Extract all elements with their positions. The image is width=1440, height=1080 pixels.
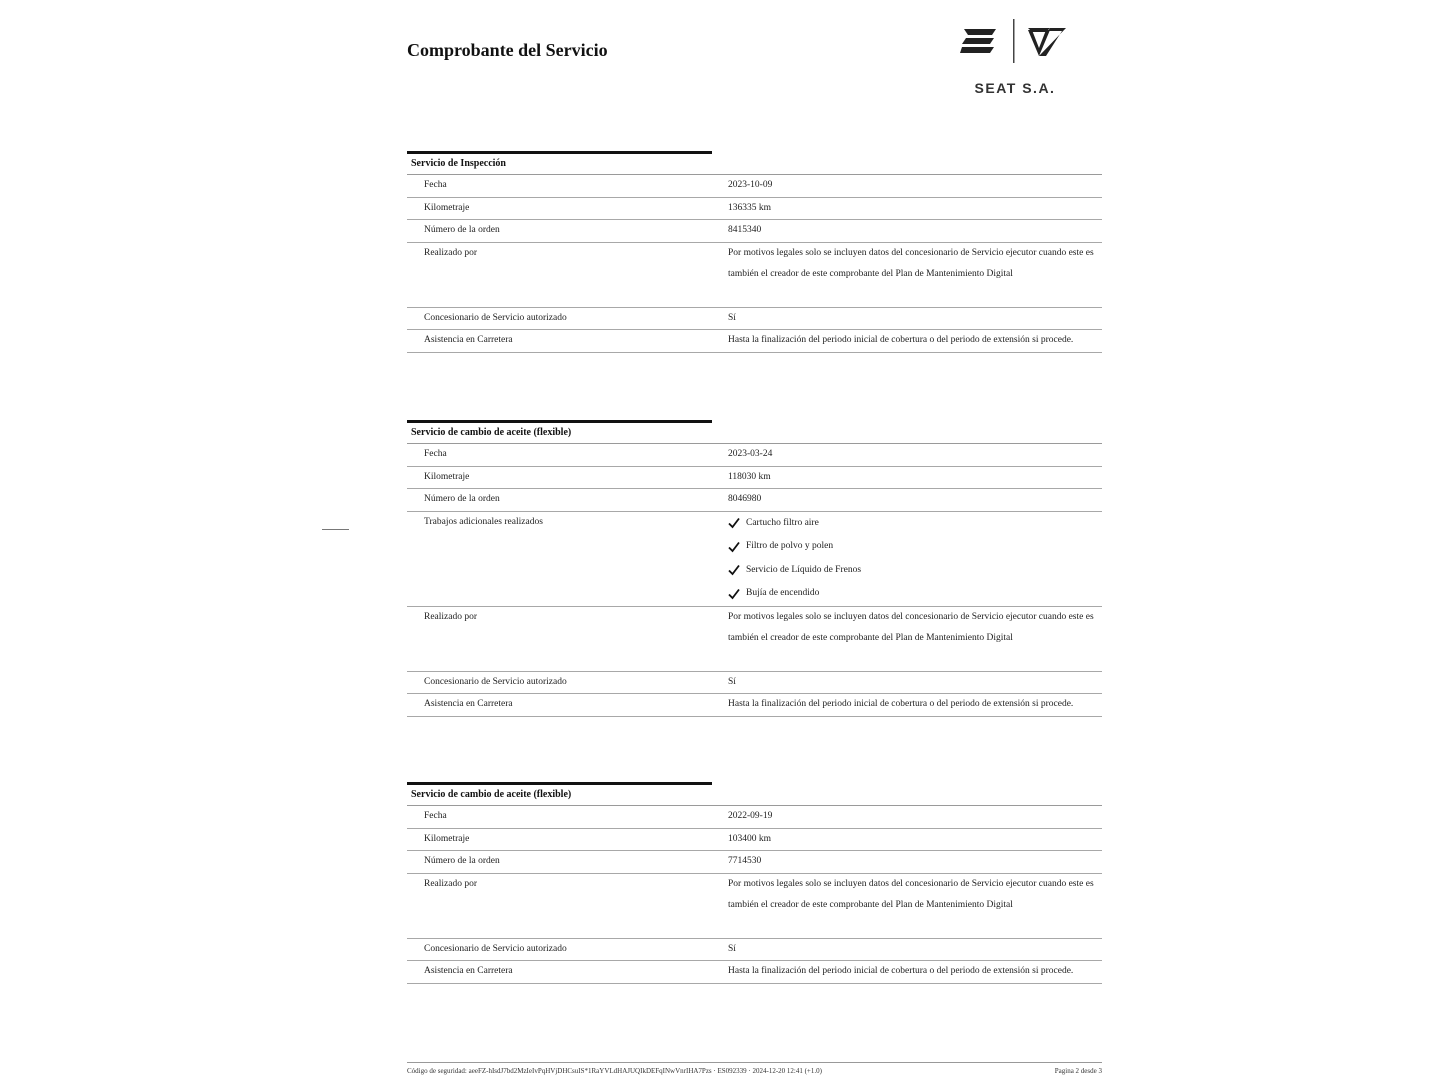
field-label: Asistencia en Carretera	[424, 966, 513, 976]
field-value: Sí	[728, 312, 736, 323]
checklist-item	[728, 512, 1096, 536]
field-row	[407, 672, 1102, 695]
page-footer	[407, 1062, 1102, 1075]
field-row	[407, 694, 1102, 717]
field-value: 103400 km	[728, 833, 772, 844]
checklist-item	[728, 559, 1096, 583]
field-label: Kilometraje	[424, 471, 470, 482]
checklist-item-label: Bujía de encendido	[746, 588, 820, 598]
field-row	[407, 489, 1102, 512]
field-value: Por motivos legales solo se incluyen datos del concesionario de Servicio ejecutor cuando este es también el creador de este comprobante del Plan de Mantenimiento Digital	[728, 611, 1094, 643]
service-section	[407, 151, 1102, 353]
section-title: Servicio de cambio de aceite (flexible)	[407, 423, 1102, 444]
field-row	[407, 308, 1102, 331]
checklist-item	[728, 535, 1096, 559]
field-label: Realizado por	[424, 611, 478, 622]
field-value: Hasta la finalización del periodo inicial de cobertura o del periodo de extensión si procede.	[728, 699, 1074, 709]
field-row	[407, 243, 1102, 308]
field-row	[407, 939, 1102, 962]
section-title: Servicio de Inspección	[407, 154, 1102, 175]
field-value: Sí	[728, 943, 736, 954]
check-icon	[728, 564, 740, 576]
field-value: Hasta la finalización del periodo inicial de cobertura o del periodo de extensión si procede.	[728, 335, 1074, 345]
field-row	[407, 874, 1102, 939]
checklist-item-label: Cartucho filtro aire	[746, 517, 819, 528]
field-value: Sí	[728, 676, 736, 687]
field-label: Número de la orden	[424, 856, 500, 866]
field-value: Hasta la finalización del periodo inicial de cobertura o del periodo de extensión si procede.	[728, 966, 1074, 976]
field-value: Por motivos legales solo se incluyen datos del concesionario de Servicio ejecutor cuando este es también el creador de este comprobante del Plan de Mantenimiento Digital	[728, 247, 1094, 279]
checklist-item-label: Filtro de polvo y polen	[746, 541, 834, 551]
field-row	[407, 330, 1102, 353]
field-label: Asistencia en Carretera	[424, 335, 513, 345]
field-value: 8046980	[728, 494, 762, 504]
field-label: Fecha	[424, 811, 447, 821]
field-value: 8415340	[728, 225, 762, 235]
security-code: Código de seguridad: aeeFZ-hIsdJ7bd2MzIeIvPqHVjDHCsuIS*1RaYVLdHAJUQIkDEFqINwVnrIHA7Pzs · ES092339 · 2024-12-20 12:41 (+1.0)	[407, 1067, 822, 1075]
field-label: Concesionario de Servicio autorizado	[424, 676, 567, 687]
field-row	[407, 512, 1102, 607]
document-title: Comprobante del Servicio	[407, 40, 608, 60]
field-label: Concesionario de Servicio autorizado	[424, 943, 567, 954]
field-value: 2022-09-19	[728, 811, 773, 821]
field-row	[407, 467, 1102, 490]
field-value: 2023-10-09	[728, 180, 773, 190]
field-row	[407, 851, 1102, 874]
field-row	[407, 220, 1102, 243]
field-row	[407, 198, 1102, 221]
check-icon	[728, 588, 740, 600]
field-label: Fecha	[424, 449, 447, 459]
field-value: Por motivos legales solo se incluyen datos del concesionario de Servicio ejecutor cuando este es también el creador de este comprobante del Plan de Mantenimiento Digital	[728, 878, 1094, 910]
checklist-item-label: Servicio de Líquido de Frenos	[746, 564, 862, 575]
service-section	[407, 420, 1102, 717]
section-title: Servicio de cambio de aceite (flexible)	[407, 785, 1102, 806]
field-row	[407, 806, 1102, 829]
field-value: 7714530	[728, 856, 762, 866]
field-label: Fecha	[424, 180, 447, 190]
check-icon	[728, 541, 740, 553]
field-label: Kilometraje	[424, 202, 470, 213]
check-icon	[728, 517, 740, 529]
field-label: Asistencia en Carretera	[424, 699, 513, 709]
checklist-item	[728, 582, 1096, 606]
field-row	[407, 175, 1102, 198]
field-label: Trabajos adicionales realizados	[424, 516, 543, 527]
field-value	[728, 512, 1102, 606]
field-label: Número de la orden	[424, 225, 500, 235]
company-name: SEAT S.A.	[974, 80, 1056, 96]
field-label: Realizado por	[424, 247, 478, 258]
field-value: 2023-03-24	[728, 449, 773, 459]
margin-mark	[322, 529, 349, 530]
field-label: Realizado por	[424, 878, 478, 889]
field-value: 118030 km	[728, 471, 771, 482]
field-label: Concesionario de Servicio autorizado	[424, 312, 567, 323]
field-row	[407, 607, 1102, 672]
field-label: Kilometraje	[424, 833, 470, 844]
field-row	[407, 444, 1102, 467]
field-row	[407, 829, 1102, 852]
field-row	[407, 961, 1102, 984]
service-section	[407, 782, 1102, 984]
brand-logo	[958, 18, 1074, 102]
seat-cupra-logo-icon	[958, 18, 1074, 78]
page-number: Pagina 2 desde 3	[1054, 1067, 1102, 1075]
field-label: Número de la orden	[424, 494, 500, 504]
field-value: 136335 km	[728, 202, 772, 213]
